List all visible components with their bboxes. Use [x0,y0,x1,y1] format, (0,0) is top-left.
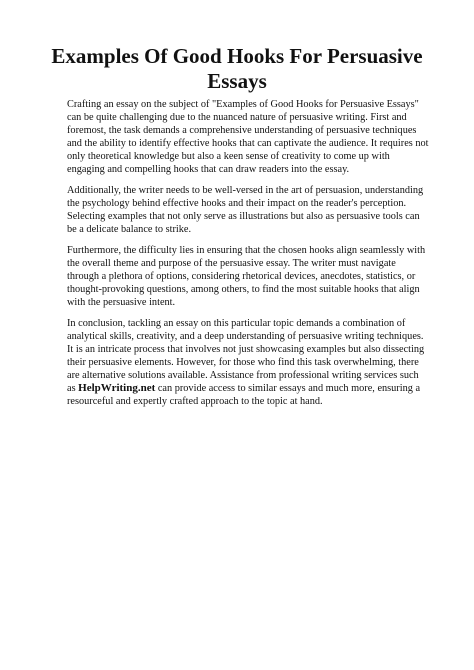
conclusion-text-before: In conclusion, tackling an essay on this particular topic demands a combination of analytical skills, creativity, and a deep understanding of persuasive writing techniques. It is an intricate process that involves not just showcasing examples but also dissecting their persuasive elements. However, for those who find this task overwhelming, there are alternative solutions available. Assistance from professional writing services such as [67,318,425,394]
helpwriting-brand-name: HelpWriting.net [78,382,156,394]
paragraph-conclusion [67,317,429,408]
paragraph-intro: Crafting an essay on the subject of "Examples of Good Hooks for Persuasive Essays" can be quite challenging due to the nuanced nature of persuasive writing. First and foremost, the task demands a comprehensive understanding of persuasive techniques and the ability to identify effective hooks that can captivate the audience. It requires not only theoretical knowledge but also a keen sense of creativity to come up with engaging and compelling hooks that can draw readers into the essay. [67,99,429,175]
paragraph-furthermore: Furthermore, the difficulty lies in ensuring that the chosen hooks align seamlessly with the overall theme and purpose of the persuasive essay. The writer must navigate through a plethora of options, considering rhetorical devices, anecdotes, statistics, or thought-provoking questions, among others, to find the most suitable hooks that align with the persuasive intent. [67,245,426,308]
document-body [67,98,429,416]
conclusion-text-after: can provide access to similar essays and much more, ensuring a resourceful and expertly crafted approach to the topic at hand. [67,383,421,407]
document-title: Examples Of Good Hooks For Persuasive Essays [51,44,423,93]
paragraph-additionally: Additionally, the writer needs to be well-versed in the art of persuasion, understanding the psychology behind effective hooks and their impact on the reader's perception. Selecting examples that not only serve as illustrations but also as persuasive tools can be a delicate balance to strike. [67,185,424,235]
